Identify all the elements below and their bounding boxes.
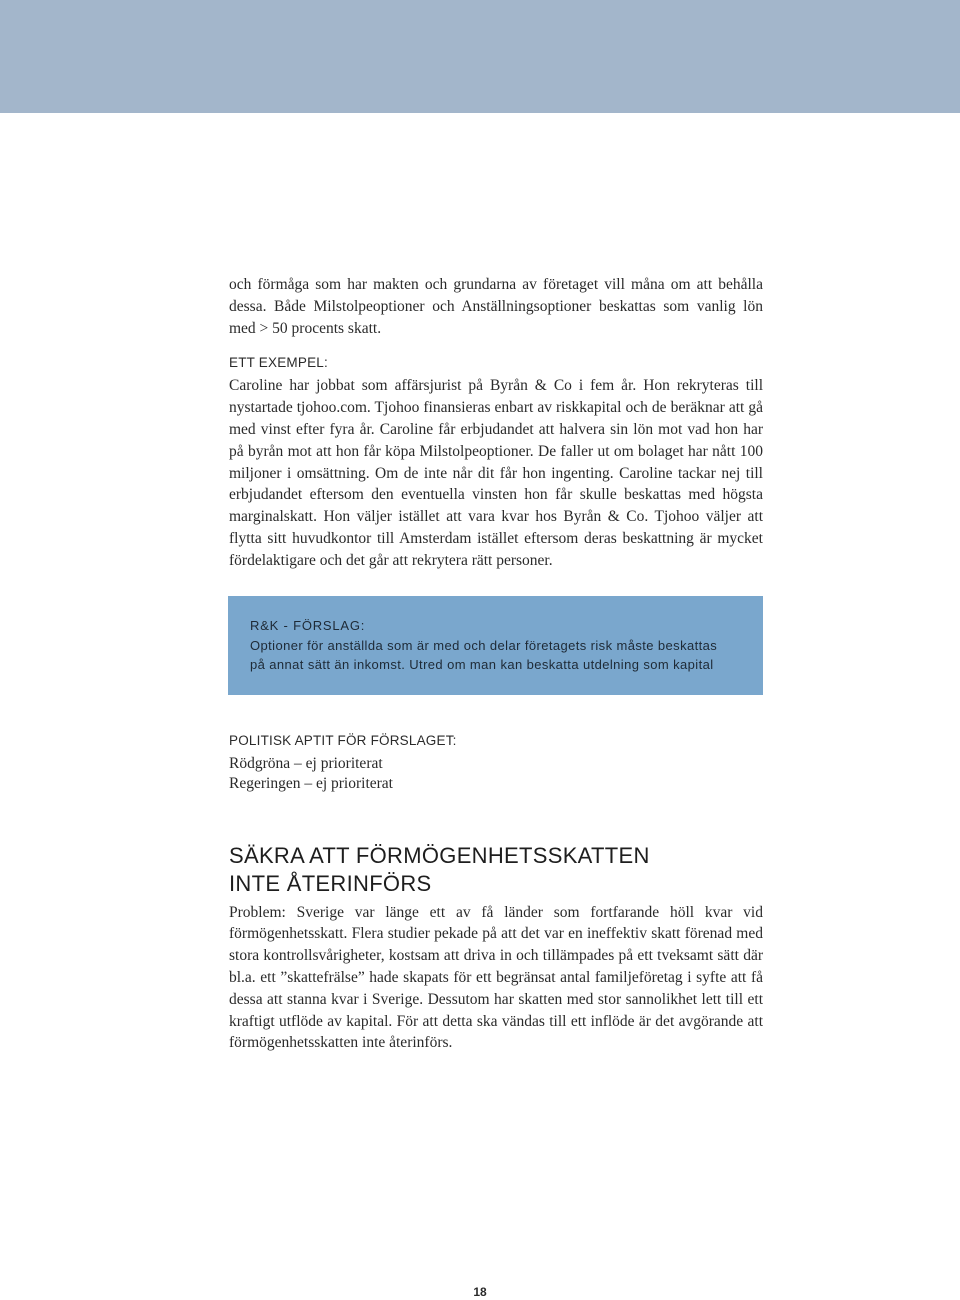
section-heading-line-1: SÄKRA ATT FÖRMÖGENHETSSKATTEN (229, 842, 650, 868)
intro-paragraph: och förmåga som har makten och grundarna av företaget vill måna om att behålla dessa. Både Milstolpeoptioner och Anställningsoptioner beskattas som vanlig lön med > 50 procents skatt. (229, 276, 763, 337)
example-label: ETT EXEMPEL: (229, 355, 328, 371)
proposal-title: R&K - FÖRSLAG: (250, 617, 366, 633)
politics-label: POLITISK APTIT FÖR FÖRSLAGET: (229, 732, 457, 748)
section-paragraph: Problem: Sverige var länge ett av få länder som fortfarande höll kvar vid förmögenhetsskatt. Flera studier pekade på att det var en ineffektiv skatt förenad med stora kontrollsvårigheter, kostsam att driva in och tillämpades på ett tveksamt sätt där bl.a. ett ”skattefrälse” hade skapats för ett begränsat antal familjeföretag i syfte att få dessa att stanna kvar i Sverige. Dessutom har skatten med stor sannolikhet lett till ett kraftigt utflöde av kapital. För att detta ska vändas till ett inflöde är det avgörande att förmögenhetsskatten inte återinförs. (229, 903, 763, 1052)
section-heading (229, 842, 763, 898)
section-heading-line-2: INTE ÅTERINFÖRS (229, 870, 432, 896)
page-number: 18 (473, 1285, 487, 1299)
header-band (0, 0, 960, 113)
page-content (229, 274, 763, 1054)
proposal-line-2: på annat sätt än inkomst. Utred om man kan beskatta utdelning som kapital (250, 656, 714, 672)
politics-line-regeringen: Regeringen – ej prioriterat (229, 774, 393, 792)
proposal-line-1: Optioner för anställda som är med och delar företagets risk måste beskattas (250, 637, 718, 653)
example-paragraph: Caroline har jobbat som affärsjurist på Byrån & Co i fem år. Hon rekryteras till nystartade tjohoo.com. Tjohoo finansieras enbart av riskkapital och de beräknar att gå med vinst efter fyra år. Caroline får erbjudandet att halvera sin lön mot vad hon har på byrån mot att hon får köpa Milstolpeoptioner. De faller ut om bolaget har nått 100 miljoner i omsättning. Om de inte når dit får hon ingenting. Caroline tackar nej till erbjudandet eftersom den eventuella vinsten hon får skulle beskattas med högsta marginalskatt. Hon väljer istället att vara kvar hos Byrån & Co. Tjohoo väljer att flytta sitt huvudkontor till Amsterdam istället eftersom deras beskattning är mycket fördelaktigare och det går att rekrytera rätt personer. (229, 377, 763, 569)
proposal-box (228, 596, 763, 695)
politics-line-rodgrona: Rödgröna – ej prioriterat (229, 754, 383, 772)
